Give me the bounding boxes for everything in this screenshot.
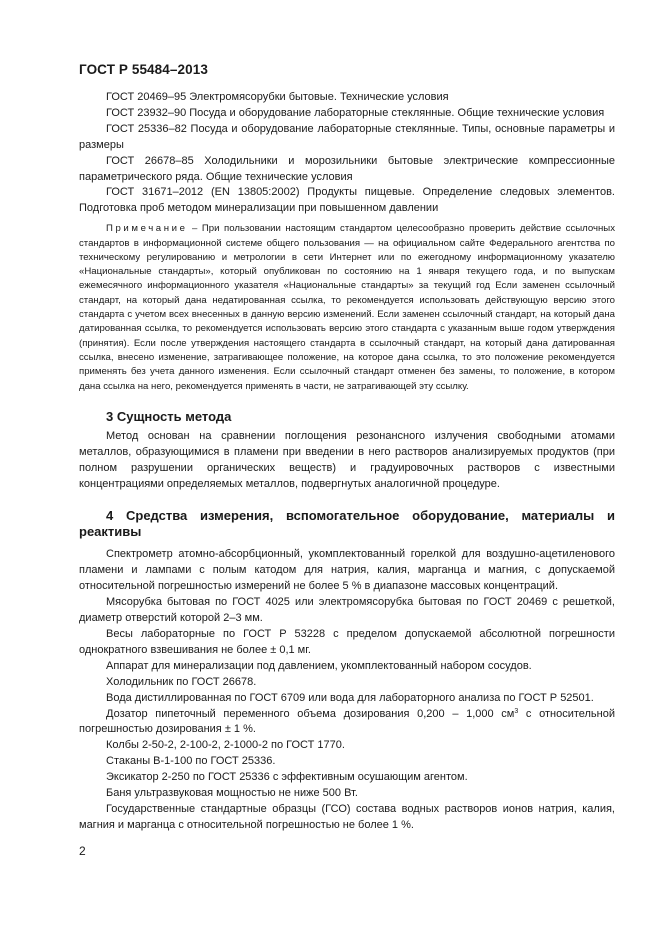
equipment-item: Эксикатор 2-250 по ГОСТ 25336 с эффективным осушающим агентом.: [106, 771, 468, 784]
page-number: 2: [79, 844, 86, 858]
section-3-heading: 3 Сущность метода: [106, 408, 232, 424]
dosator-text-rest: с относительной погрешностью дозирования ± 1 %.: [79, 707, 615, 736]
equipment-item-dosator: [79, 707, 615, 739]
ref-line: ГОСТ 26678–85 Холодильники и морозильники бытовые электрические компрессионные параметрического ряда. Общие технические условия: [79, 154, 615, 183]
note-block: [79, 222, 615, 394]
document-body: [79, 90, 615, 834]
ref-line: ГОСТ 23932–90 Посуда и оборудование лабораторные стеклянные. Общие технические условия: [106, 106, 605, 119]
ref-line: ГОСТ 20469–95 Электромясорубки бытовые. Технические условия: [106, 91, 449, 103]
note-text: – При пользовании настоящим стандартом целесообразно проверить действие ссылочных стандартов в информационной системе общего пользования — на официальном сайте Федерального агентства по техническому регулированию и метрологии в сети Интернет или по ежегодному информационному указателю «Национальные стандарты», который опубликован по состоянию на 1 января текущего года, и по выпускам ежемесячного информационного указателя «Национальные стандарты» за текущий год Если заменен ссылочный стандарт, на который дана недатированная ссылка, то рекомендуется использовать действующую версию этого стандарта с учетом всех внесенных в данную версию изменений. Если заменен ссылочный стандарт, на который дана датированная ссылка, то рекомендуется использовать версию этого стандарта с указанным выше годом утверждения (принятия). Если после утверждения настоящего стандарта в ссылочный стандарт, на который дана датированная ссылка, внесено изменение, затрагивающее положение, на которое дана ссылка, то это положение рекомендуется применять без учета данного изменения. Если ссылочный стандарт отменен без замены, то положение, в котором дана ссылка на него, рекомендуется применять в части, не затрагивающей эту ссылку.: [79, 223, 615, 392]
equipment-item: Мясорубка бытовая по ГОСТ 4025 или электромясорубка бытовая по ГОСТ 20469 с решеткой, диаметр отверстий которой 2–3 мм.: [79, 596, 615, 625]
equipment-item: Баня ультразвуковая мощностью не ниже 500 Вт.: [106, 787, 358, 800]
equipment-item: Государственные стандартные образцы (ГСО) состава водных растворов ионов натрия, калия, магния и марганца с относительной погрешностью не более 1 %.: [79, 802, 615, 831]
ref-line: ГОСТ 31671–2012 (EN 13805:2002) Продукты пищевые. Определение следовых элементов. Подготовка проб методом минерализации при повышенном давлении: [79, 186, 615, 215]
equipment-item: Колбы 2-50-2, 2-100-2, 2-1000-2 по ГОСТ 1770.: [106, 739, 345, 752]
equipment-item: Весы лабораторные по ГОСТ Р 53228 с пределом допускаемой абсолютной погрешности однократного взвешивания не более ± 0,1 мг.: [79, 627, 615, 656]
dosator-text: Дозатор пипеточный переменного объема дозирования 0,200 – 1,000 см: [106, 707, 515, 720]
dosator-unit-superscript: 3: [514, 707, 519, 715]
note-paragraph: [79, 222, 615, 394]
equipment-item: Вода дистиллированная по ГОСТ 6709 или вода для лабораторного анализа по ГОСТ Р 52501.: [106, 691, 594, 704]
equipment-item: Спектрометр атомно-абсорбционный, укомплектованный горелкой для воздушно-ацетиленового пламени и лампами с полым катодом для натрия, калия, марганца и магния, с допускаемой относительной погрешностью измерений не более 5 % в диапазоне массовых концентраций.: [79, 548, 615, 593]
equipment-item: Аппарат для минерализации под давлением, укомплектованный набором сосудов.: [106, 659, 532, 672]
equipment-item: Холодильник по ГОСТ 26678.: [106, 675, 257, 688]
equipment-item: Стаканы В-1-100 по ГОСТ 25336.: [106, 755, 276, 768]
document-header-title: ГОСТ Р 55484–2013: [79, 62, 208, 77]
note-label: Примечание: [106, 223, 188, 235]
section-4-heading: 4 Средства измерения, вспомогательное оборудование, материалы и реактивы: [79, 508, 615, 540]
ref-line: ГОСТ 25336–82 Посуда и оборудование лабораторные стеклянные. Типы, основные параметры и размеры: [79, 122, 615, 151]
section-3-text: Метод основан на сравнении поглощения резонансного излучения свободными атомами металлов, образующимися в пламени при введении в него растворов анализируемых продуктов (при полном разрушении органических веществ) и градуировочных растворов с известными концентрациями определяемых металлов, подвергнутых аналогичной процедуре.: [79, 429, 615, 490]
